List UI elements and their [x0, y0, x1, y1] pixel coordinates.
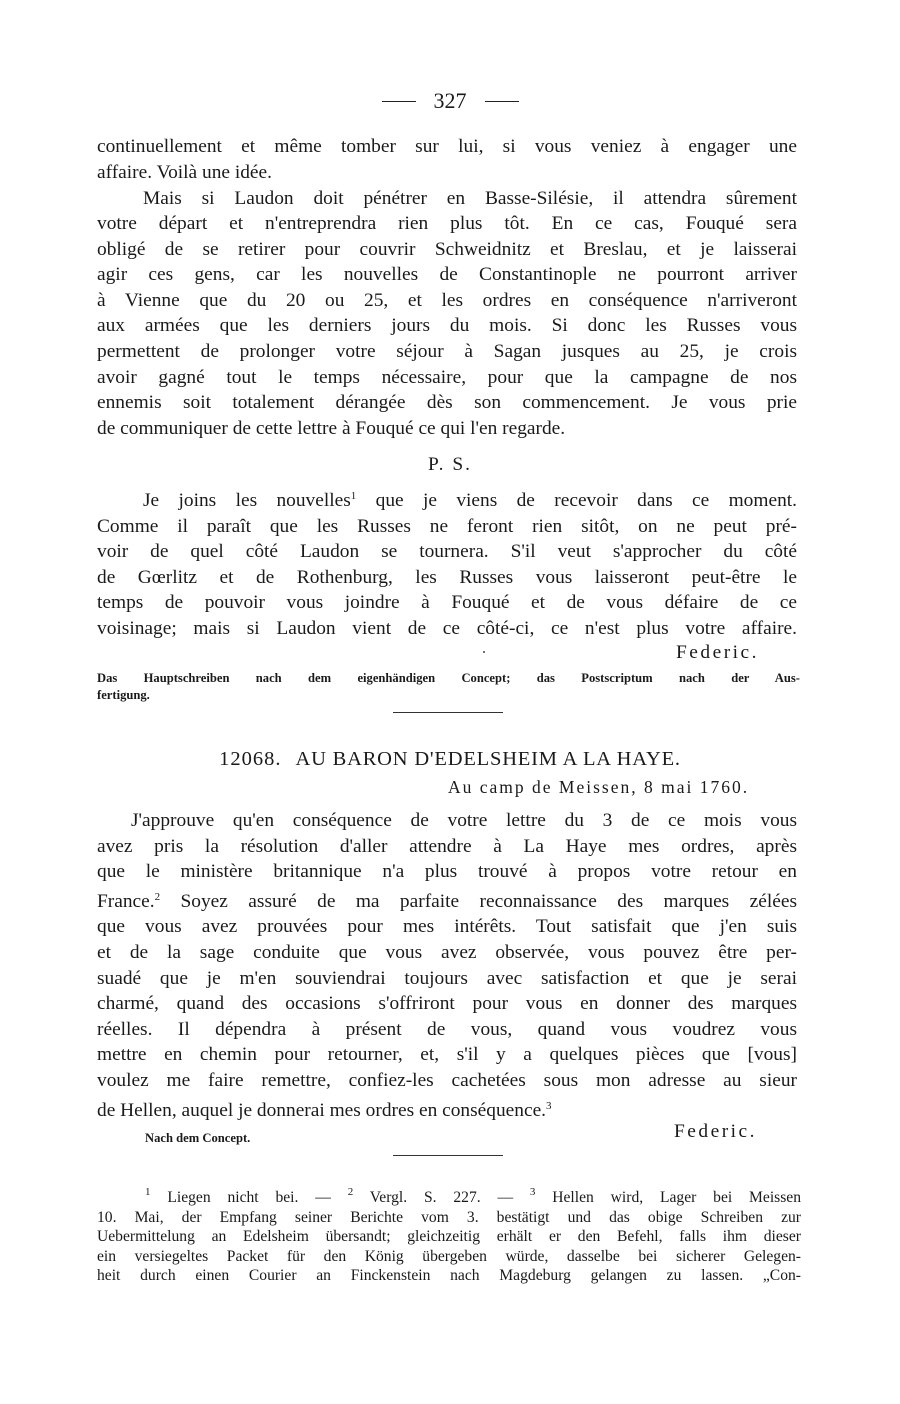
footnote-number: 2	[347, 1186, 354, 1198]
postscript-body	[97, 484, 797, 642]
text-line: Mais si Laudon doit pénétrer en Basse-Silésie, il attendra sûrement	[143, 187, 797, 209]
printing-speck	[483, 651, 485, 653]
text-line	[97, 885, 797, 915]
text-line: que le ministère britannique n'a plus trouvé à propos votre retour en	[97, 861, 797, 883]
text-line: voisinage; mais si Laudon vient de ce côté-ci, ce n'est plus votre affaire.	[97, 617, 797, 639]
footnote-line	[97, 1183, 801, 1208]
section-divider	[393, 712, 503, 713]
text-line: mettre en chemin pour retourner, et, s'il y a quelques pièces que [vous]	[97, 1044, 797, 1066]
text-line: J'approuve qu'en conséquence de votre lettre du 3 de ce mois vous	[131, 810, 797, 831]
text-line: avoir gagné tout le temps nécessaire, pour que la campagne de nos	[97, 366, 797, 388]
page-header	[0, 86, 900, 116]
text-fragment: de Hellen, auquel je donnerai mes ordres en conséquence.	[97, 1099, 547, 1121]
letter-title: AU BARON D'EDELSHEIM A LA HAYE.	[295, 748, 681, 770]
source-note: Nach dem Concept.	[145, 1131, 251, 1145]
page-number: 327	[433, 88, 467, 113]
text-line: temps de pouvoir vous joindre à Fouqué et de vous défaire de ce	[97, 592, 797, 614]
text-fragment: Vergl. S. 227. —	[353, 1189, 530, 1206]
header-rule-right	[485, 101, 519, 102]
letter-number: 12068.	[219, 748, 282, 770]
postscript-heading: P. S.	[428, 454, 472, 475]
text-line: charmé, quand des occasions s'offriront pour vous en donner des marques	[97, 993, 797, 1015]
text-fragment: France.	[97, 890, 155, 912]
text-line: Comme il paraît que les Russes ne feront rien sitôt, on ne peut pré-	[97, 515, 797, 537]
paragraph-laudon	[97, 186, 797, 442]
signature: Federic.	[676, 642, 759, 663]
footnote-divider	[393, 1155, 503, 1156]
text-line: de Gœrlitz et de Rothenburg, les Russes vous laisseront peut-être le	[97, 566, 797, 588]
text-line: suadé que je m'en souviendrai toujours avec satisfaction et que je serai	[97, 967, 797, 989]
letter-body	[97, 808, 797, 1123]
text-line: et de la sage conduite que vous avez observée, vous pouvez être per-	[97, 941, 797, 963]
text-line: aux armées que les derniers jours du mois. Si donc les Russes vous	[97, 315, 797, 337]
footnote-line: heit durch einen Courier an Finckenstein nach Magdeburg gelangen zu lassen. „Con-	[97, 1267, 801, 1285]
text-line: réelles. Il dépendra à présent de vous, quand vous voudrez vous	[97, 1018, 797, 1040]
text-line: affaire. Voilà une idée.	[97, 161, 272, 183]
letter-heading	[0, 748, 900, 771]
text-line: de communiquer de cette lettre à Fouqué ce qui l'en regarde.	[97, 417, 566, 439]
text-line: avez pris la résolution d'aller attendre à La Haye mes ordres, après	[97, 835, 797, 857]
footnotes	[97, 1183, 801, 1286]
footnote-line: Uebermittelung an Edelsheim übersandt; gleichzeitig erhält er den Befehl, falls ihm dieser	[97, 1228, 801, 1246]
text-line: agir ces gens, car les nouvelles de Constantinople ne pourront arriver	[97, 264, 797, 286]
text-fragment: que je viens de recevoir dans ce moment.	[356, 490, 797, 511]
text-line: à Vienne que du 20 ou 25, et les ordres en conséquence n'arriveront	[97, 289, 797, 311]
text-line: continuellement et même tomber sur lui, si vous veniez à engager une	[97, 136, 797, 157]
text-line: voulez me faire remettre, confiez-les cachetées sous mon adresse au sieur	[97, 1069, 797, 1091]
text-fragment: Soyez assuré de ma parfaite reconnaissance des marques zélées	[160, 890, 797, 912]
footnote-number: 1	[145, 1186, 151, 1198]
text-line	[97, 1094, 797, 1124]
text-line: votre départ et n'entreprendra rien plus tôt. En ce cas, Fouqué sera	[97, 213, 797, 235]
text-line: voir de quel côté Laudon se tournera. S'il veut s'approcher du côté	[97, 541, 797, 563]
signature: Federic.	[674, 1121, 757, 1142]
footnote-ref: 1	[350, 490, 357, 502]
letter-continuation	[97, 134, 797, 185]
footnote-ref: 2	[154, 890, 161, 903]
text-fragment: Liegen nicht bei. —	[150, 1189, 348, 1206]
text-line: fertigung.	[97, 688, 150, 702]
text-line: permettent de prolonger votre séjour à Sagan jusques au 25, je crois	[97, 341, 797, 363]
source-note	[97, 670, 800, 704]
text-fragment: Hellen wird, Lager bei Meissen	[535, 1189, 802, 1206]
text-line: ennemis soit totalement dérangée dès son commencement. Je vous prie	[97, 392, 797, 414]
text-line: obligé de se retirer pour couvrir Schweidnitz et Breslau, et je laisserai	[97, 238, 797, 260]
text-line: que vous avez prouvées pour mes intérêts. Tout satisfait que j'en suis	[97, 916, 797, 938]
footnote-line: ein versiegeltes Packet für den König übergeben würde, dasselbe bei sicherer Gelegen-	[97, 1247, 801, 1265]
footnote-line: 10. Mai, der Empfang seiner Berichte vom 3. bestätigt und das obige Schreiben zur	[97, 1208, 801, 1226]
footnote-ref: 3	[546, 1099, 552, 1112]
text-line	[97, 484, 797, 514]
text-line: Das Hauptschreiben nach dem eigenhändigen Concept; das Postscriptum nach der Aus-	[97, 671, 800, 685]
header-rule-left	[382, 101, 416, 102]
text-fragment: Je joins les nouvelles	[143, 490, 351, 511]
footnote-number: 3	[529, 1186, 536, 1198]
dateline: Au camp de Meissen, 8 mai 1760.	[448, 777, 750, 797]
